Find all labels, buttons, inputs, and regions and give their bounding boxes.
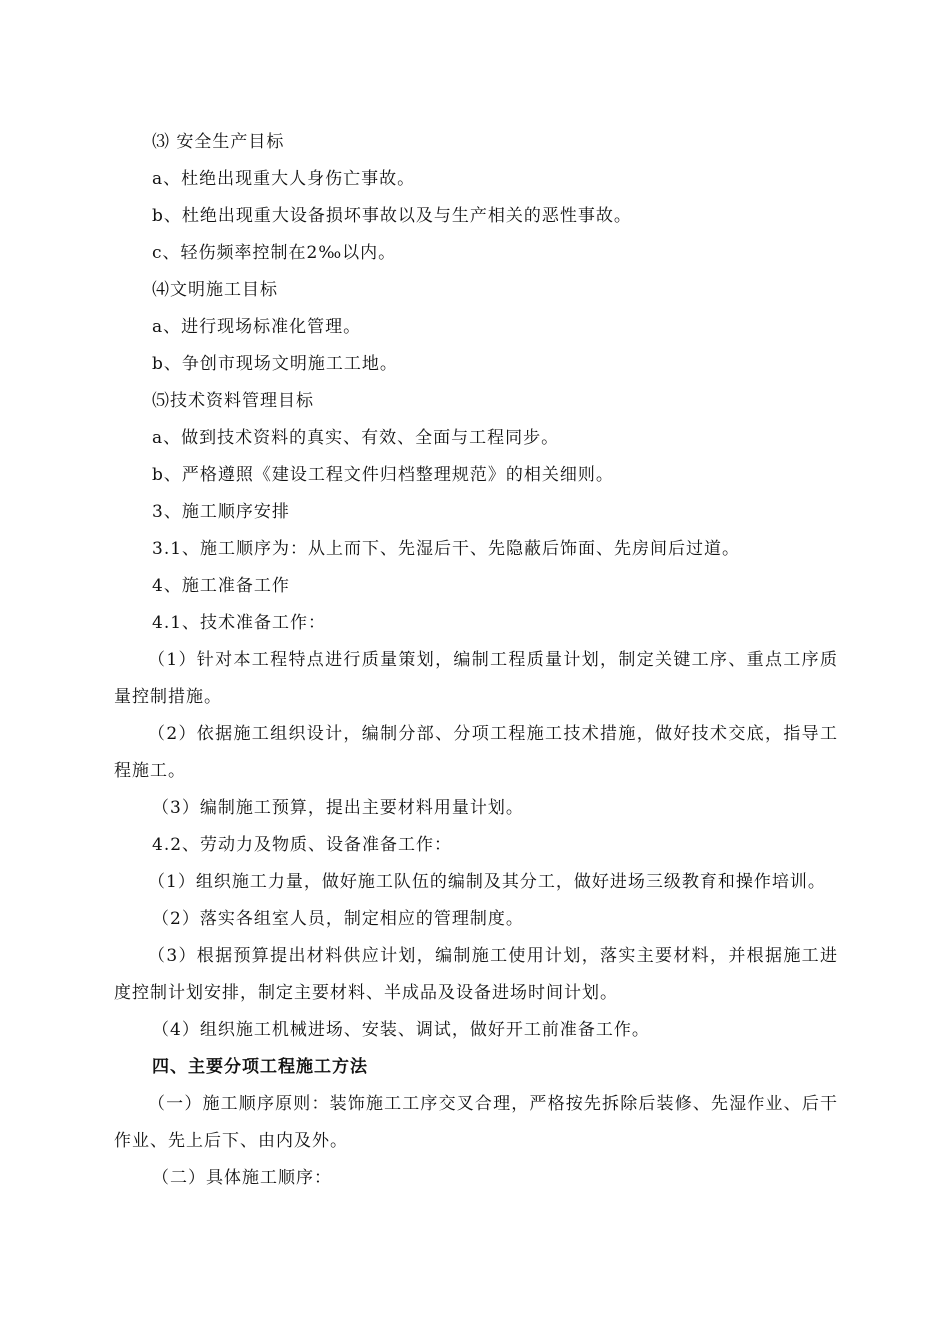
document-body	[114, 124, 838, 1197]
civilized-goal-heading: ⑷文明施工目标	[152, 280, 278, 300]
tech-docs-item-a: a、做到技术资料的真实、有效、全面与工程同步。	[152, 428, 560, 448]
labor-preparation-heading: 4.2、劳动力及物质、设备准备工作：	[152, 835, 453, 855]
safety-item-c: c、轻伤频率控制在2‰以内。	[152, 243, 397, 263]
tech-prep-item-1: （1）针对本工程特点进行质量策划，编制工程质量计划，制定关键工序、重点工序质量控制措施。	[114, 650, 838, 707]
tech-docs-item-b: b、严格遵照《建设工程文件归档整理规范》的相关细则。	[152, 465, 614, 485]
civilized-item-b: b、争创市现场文明施工工地。	[152, 354, 398, 374]
safety-goal-heading: ⑶ 安全生产目标	[152, 132, 285, 152]
section-four-heading: 四、主要分项工程施工方法	[152, 1057, 368, 1077]
specific-order-heading: （二）具体施工顺序：	[152, 1168, 332, 1188]
tech-prep-item-3: （3）编制施工预算，提出主要材料用量计划。	[152, 798, 524, 818]
civilized-item-a: a、进行现场标准化管理。	[152, 317, 362, 337]
labor-prep-item-2: （2）落实各组室人员，制定相应的管理制度。	[152, 909, 524, 929]
tech-preparation-heading: 4.1、技术准备工作：	[152, 613, 327, 633]
labor-prep-item-3: （3）根据预算提出材料供应计划，编制施工使用计划，落实主要材料，并根据施工进度控制计划安排，制定主要材料、半成品及设备进场时间计划。	[114, 946, 838, 1003]
construction-order-principle: （一）施工顺序原则：装饰施工工序交叉合理，严格按先拆除后装修、先湿作业、后干作业、先上后下、由内及外。	[114, 1094, 838, 1151]
labor-prep-item-4: （4）组织施工机械进场、安装、调试，做好开工前准备工作。	[152, 1020, 650, 1040]
sequence-item-3-1: 3.1、施工顺序为：从上而下、先湿后干、先隐蔽后饰面、先房间后过道。	[152, 539, 741, 559]
preparation-heading: 4、施工准备工作	[152, 576, 290, 596]
safety-item-b: b、杜绝出现重大设备损坏事故以及与生产相关的恶性事故。	[152, 206, 632, 226]
tech-prep-item-2: （2）依据施工组织设计，编制分部、分项工程施工技术措施，做好技术交底，指导工程施工。	[114, 724, 838, 781]
sequence-heading: 3、施工顺序安排	[152, 502, 290, 522]
safety-item-a: a、杜绝出现重大人身伤亡事故。	[152, 169, 416, 189]
labor-prep-item-1: （1）组织施工力量，做好施工队伍的编制及其分工，做好进场三级教育和操作培训。	[148, 872, 826, 892]
tech-docs-goal-heading: ⑸技术资料管理目标	[152, 391, 314, 411]
